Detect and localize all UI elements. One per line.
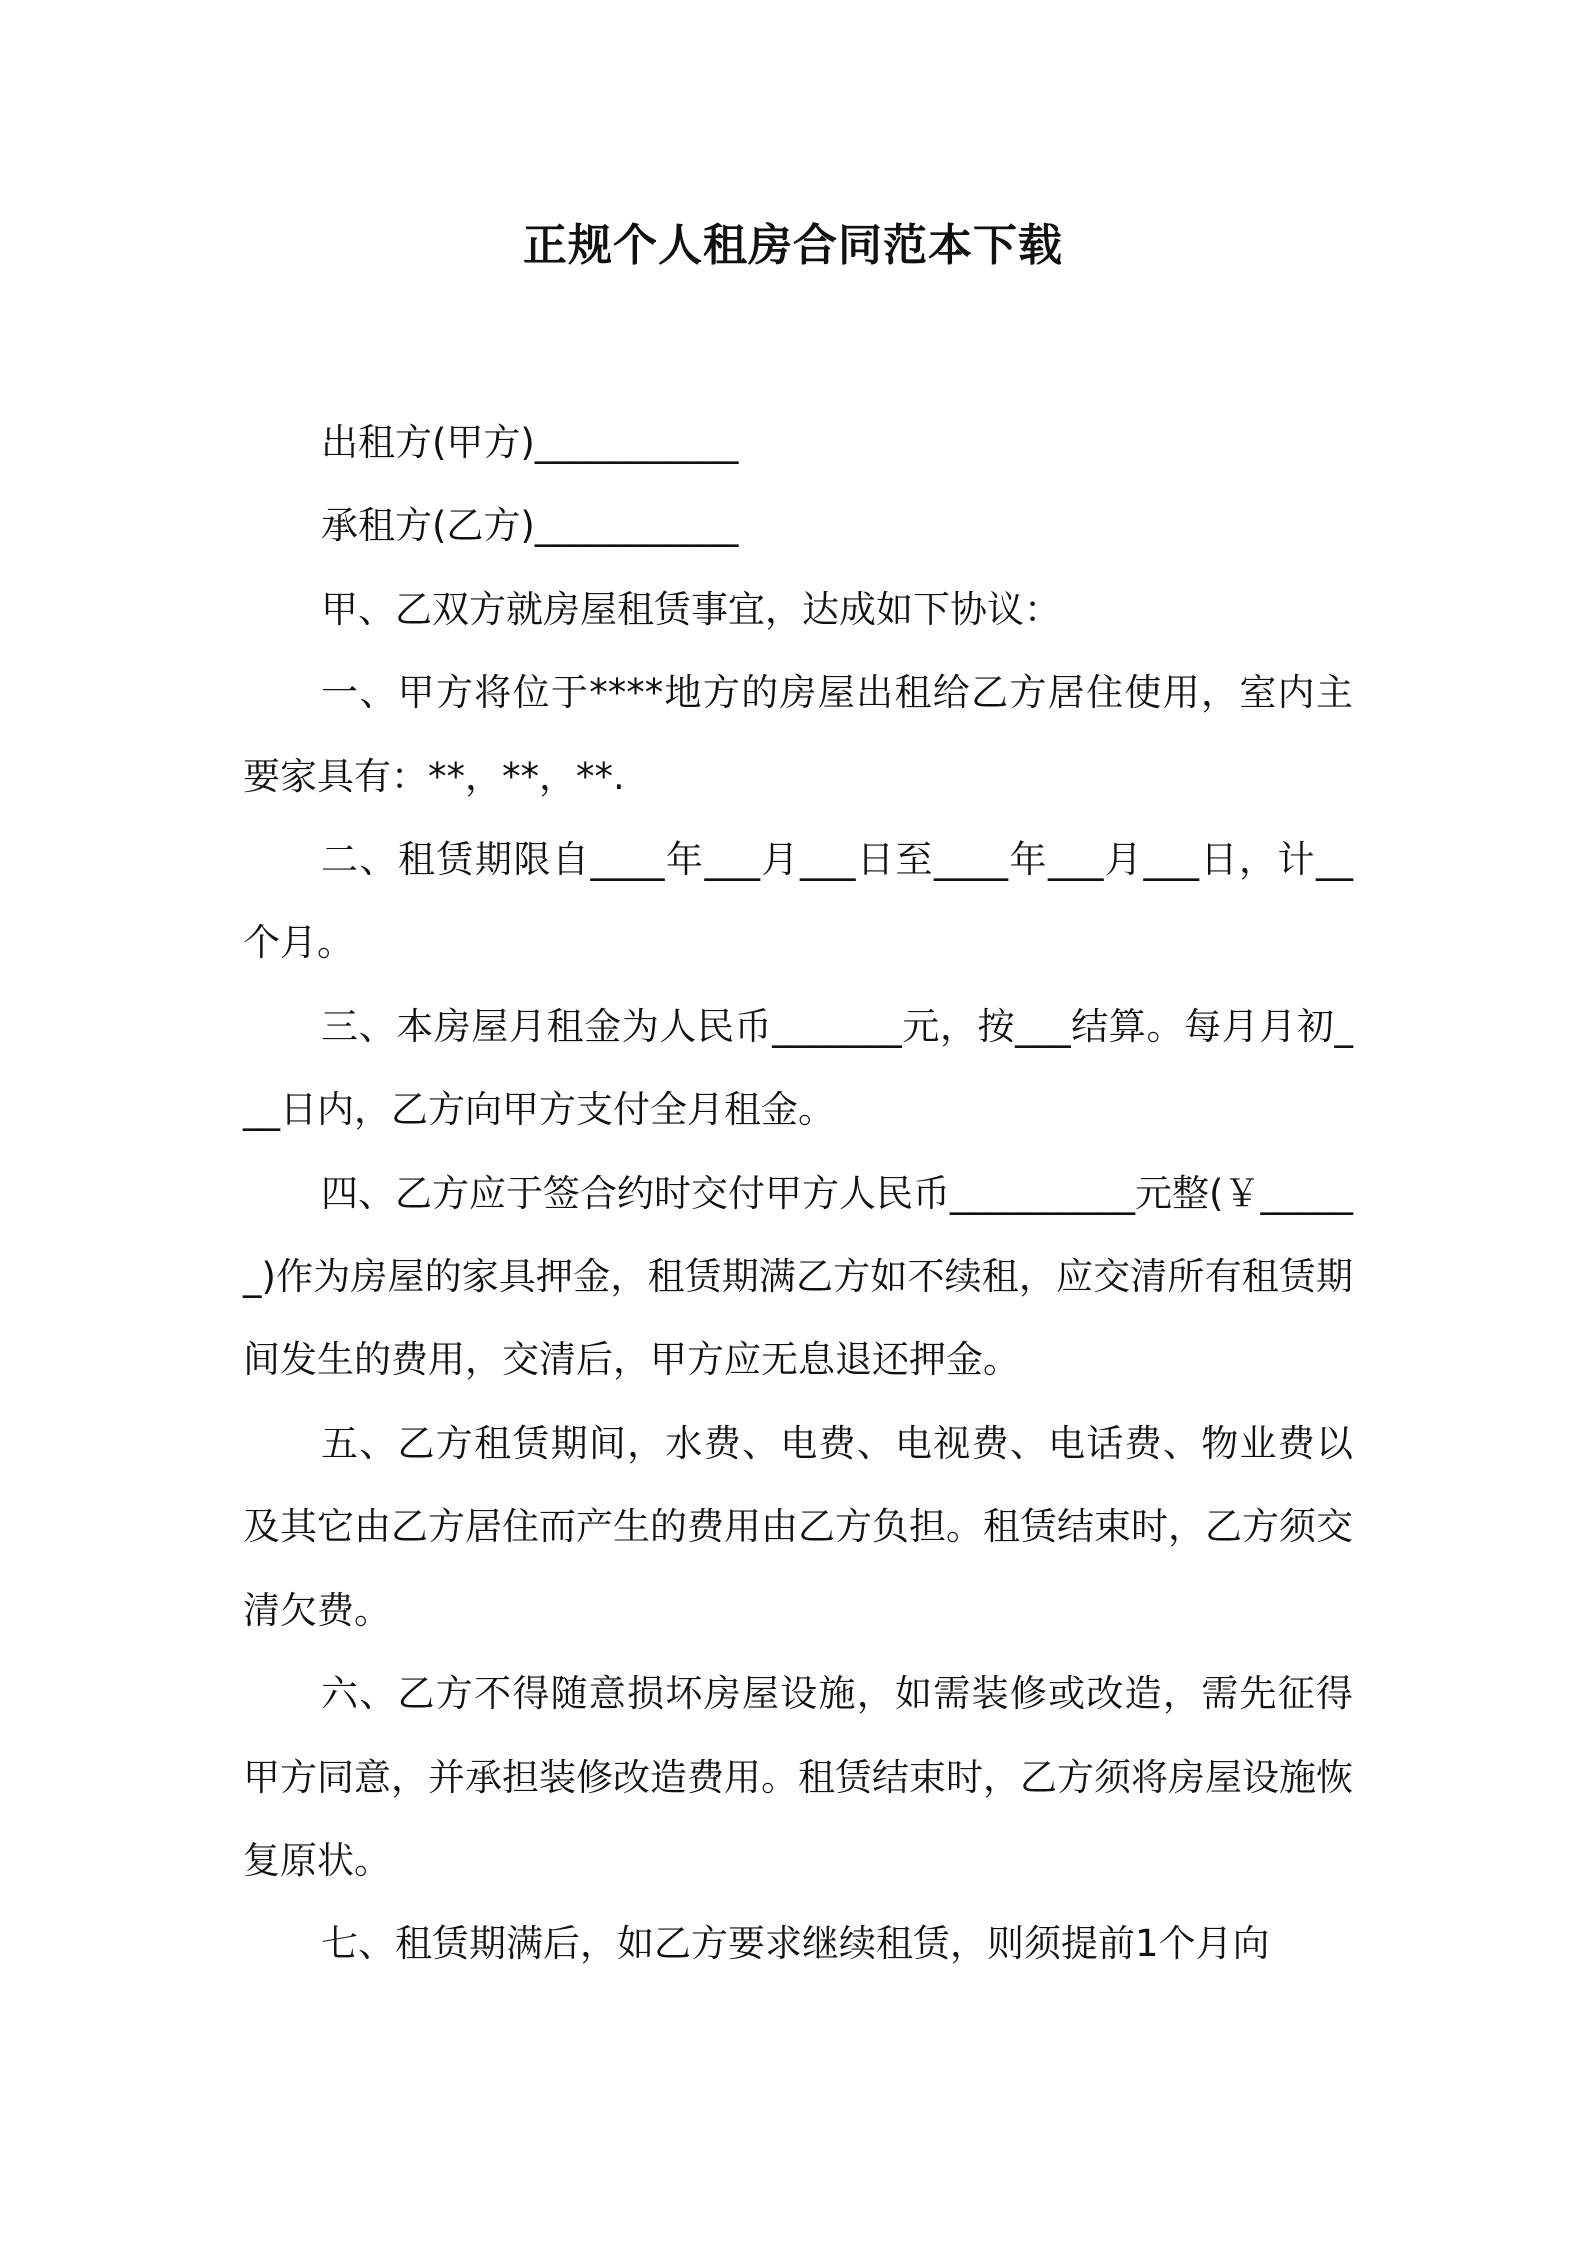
clause-1: 一、甲方将位于****地方的房屋出租给乙方居住使用，室内主要家具有：**，**，**.: [243, 671, 1353, 798]
document-title: 正规个人租房合同范本下载: [523, 220, 1063, 271]
clause-6: 六、乙方不得随意损坏房屋设施，如需装修或改造，需先征得甲方同意，并承担装修改造费用。租赁结束时，乙方须将房屋设施恢复原状。: [243, 1672, 1353, 1882]
lessor-line: 出租方(甲方)___________: [321, 421, 739, 464]
document-body: [243, 401, 1353, 1986]
clause-4: 四、乙方应于签合约时交付甲方人民币__________元整(￥______)作为房屋的家具押金，租赁期满乙方如不续租，应交清所有租赁期间发生的费用，交清后，甲方应无息退还押金。: [243, 1171, 1353, 1382]
clause-3: 三、本房屋月租金为人民币_______元，按___结算。每月月初___日内，乙方向甲方支付全月租金。: [243, 1004, 1353, 1132]
lessee-line: 承租方(乙方)___________: [321, 504, 739, 548]
clause-2: 二、租赁期限自____年___月___日至____年___月___日，计__个月。: [243, 838, 1353, 965]
clause-5: 五、乙方租赁期间，水费、电费、电视费、电话费、物业费以及其它由乙方居住而产生的费用由乙方负担。租赁结束时，乙方须交清欠费。: [243, 1421, 1353, 1632]
clause-7: 七、租赁期满后，如乙方要求继续租赁，则须提前1个月向: [321, 1922, 1270, 1966]
agreement-intro: 甲、乙双方就房屋租赁事宜，达成如下协议：: [321, 587, 1061, 631]
